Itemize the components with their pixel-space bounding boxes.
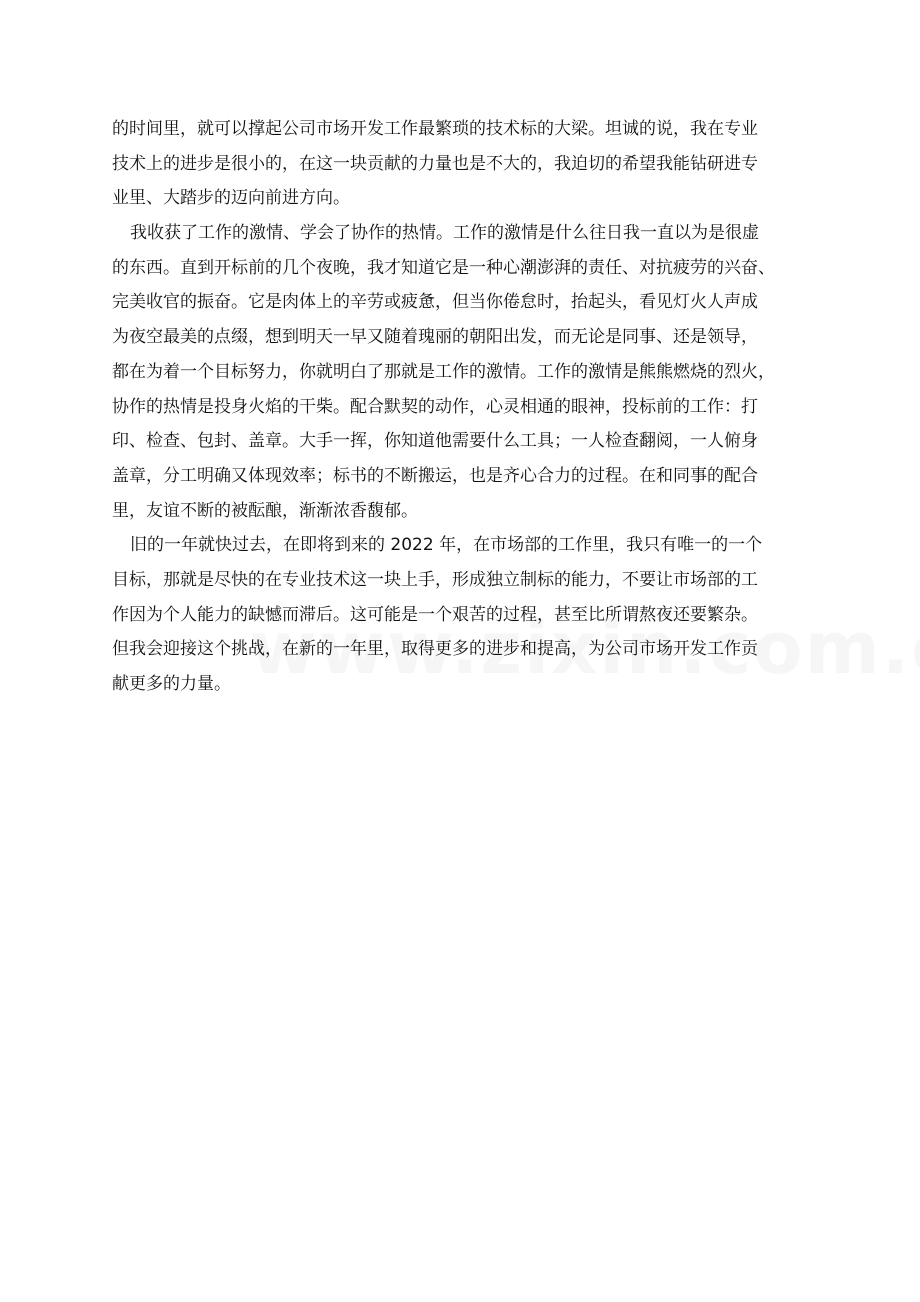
text-line: 旧的一年就快过去，在即将到来的 2022 年，在市场部的工作里，我只有唯一的一个 — [130, 535, 763, 556]
text-line: 献更多的力量。 — [112, 674, 231, 694]
text-line: 技术上的进步是很小的，在这一块贡献的力量也是不大的，我迫切的希望我能钻研进专 — [112, 153, 758, 174]
text-line: 印、检查、包封、盖章。大手一挥，你知道他需要什么工具；一人检查翻阅，一人俯身 — [112, 431, 758, 452]
text-line: 协作的热情是投身火焰的干柴。配合默契的动作，心灵相通的眼神，投标前的工作：打 — [112, 396, 758, 417]
text-line: 的东西。直到开标前的几个夜晚，我才知道它是一种心潮澎湃的责任、对抗疲劳的兴奋、 — [112, 257, 775, 278]
paragraph — [112, 112, 812, 216]
text-line: 里，友谊不断的被酝酿，渐渐浓香馥郁。 — [112, 500, 418, 521]
text-line: 的时间里，就可以撑起公司市场开发工作最繁琐的技术标的大梁。坦诚的说，我在专业 — [112, 119, 758, 139]
text-line: 盖章，分工明确又体现效率；标书的不断搬运，也是齐心合力的过程。在和同事的配合 — [112, 465, 758, 486]
document-body — [112, 112, 812, 702]
text-line: 业里、大踏步的迈向前进方向。 — [112, 188, 350, 209]
text-line: 都在为着一个目标努力，你就明白了那就是工作的激情。工作的激情是熊熊燃烧的烈火， — [112, 361, 775, 382]
text-line: 为夜空最美的点缀，想到明天一早又随着瑰丽的朝阳出发，而无论是同事、还是领导， — [112, 327, 758, 348]
text-line: 作因为个人能力的缺憾而滞后。这可能是一个艰苦的过程，甚至比所谓熬夜还要繁杂。 — [112, 604, 758, 625]
text-line: 我收获了工作的激情、学会了协作的热情。工作的激情是什么往日我一直以为是很虚 — [130, 223, 759, 244]
text-line: 但我会迎接这个挑战，在新的一年里，取得更多的进步和提高，为公司市场开发工作贡 — [112, 639, 758, 660]
text-line: 目标，那就是尽快的在专业技术这一块上手，形成独立制标的能力，不要让市场部的工 — [112, 569, 758, 590]
paragraph — [112, 528, 812, 701]
text-line: 完美收官的振奋。它是肉体上的辛劳或疲惫，但当你倦怠时，抬起头，看见灯火人声成 — [112, 292, 758, 313]
paragraph — [112, 216, 812, 528]
